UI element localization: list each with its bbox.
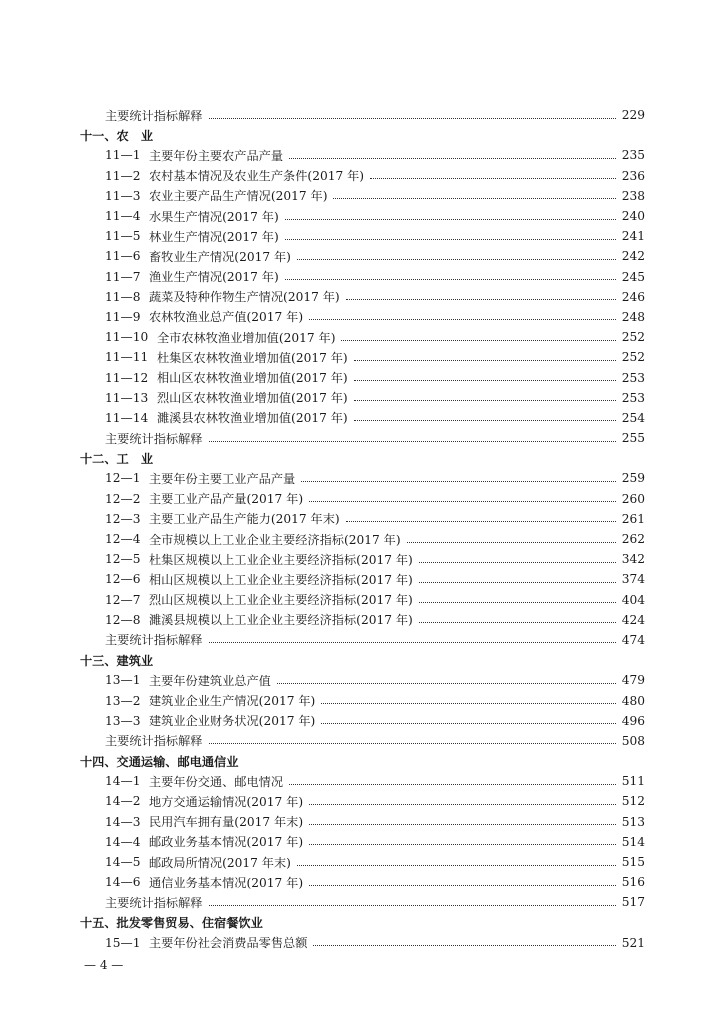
- entry-title: 渔业生产情况(2017 年): [149, 270, 279, 285]
- dot-leader: [285, 239, 616, 240]
- entry-title: 全市规模以上工业企业主要经济指标(2017 年): [149, 532, 401, 547]
- page-ref: 259: [621, 471, 645, 486]
- page-ref: 342: [621, 552, 645, 567]
- entry-title: 林业生产情况(2017 年): [149, 229, 279, 244]
- page-ref: 496: [621, 713, 645, 728]
- entry-title: 主要统计指标解释: [105, 431, 203, 446]
- page-ref: 479: [621, 673, 645, 688]
- table-code: 12—4: [105, 532, 141, 547]
- table-code: 14—6: [105, 875, 141, 890]
- table-code: 12—3: [105, 511, 141, 526]
- table-code: 11—1: [105, 148, 141, 163]
- table-code: 11—3: [105, 188, 141, 203]
- table-code: 14—4: [105, 834, 141, 849]
- table-code: 11—9: [105, 309, 141, 324]
- toc-entry[interactable]: [80, 287, 645, 307]
- toc-section-heading: [80, 913, 645, 933]
- toc-entry[interactable]: [80, 408, 645, 428]
- toc-section-heading: [80, 751, 645, 771]
- toc-entry[interactable]: [80, 529, 645, 549]
- section-title: 十二、工 业: [80, 451, 154, 466]
- page-ref: 235: [621, 148, 645, 163]
- entry-title: 主要年份交通、邮电情况: [149, 774, 284, 789]
- table-code: 15—1: [105, 935, 141, 950]
- dot-leader: [419, 602, 616, 603]
- entry-title: 地方交通运输情况(2017 年): [149, 794, 304, 809]
- dot-leader: [419, 622, 616, 623]
- dot-leader: [341, 340, 615, 341]
- toc-entry[interactable]: [80, 327, 645, 347]
- dot-leader: [301, 481, 615, 482]
- page-ref: 521: [621, 935, 645, 950]
- page-ref: 255: [621, 431, 645, 446]
- page-ref: 511: [621, 774, 645, 789]
- table-code: 12—8: [105, 612, 141, 627]
- entry-title: 主要年份主要工业产品产量: [149, 471, 296, 486]
- entry-title: 农业主要产品生产情况(2017 年): [149, 189, 328, 204]
- entry-title: 畜牧业生产情况(2017 年): [149, 249, 291, 264]
- page-ref: 514: [621, 834, 645, 849]
- page-ref: 242: [621, 249, 645, 264]
- page-ref: 474: [621, 632, 645, 647]
- page-ref: 424: [621, 612, 645, 627]
- toc-entry[interactable]: [80, 468, 645, 488]
- entry-title: 主要统计指标解释: [105, 734, 203, 749]
- toc-section-heading: [80, 448, 645, 468]
- entry-title: 民用汽车拥有量(2017 年末): [149, 815, 304, 830]
- dot-leader: [346, 299, 616, 300]
- toc-note-entry[interactable]: [80, 892, 645, 912]
- dot-leader: [346, 521, 616, 522]
- table-code: 12—5: [105, 552, 141, 567]
- dot-leader: [309, 824, 616, 825]
- table-code: 11—8: [105, 289, 141, 304]
- dot-leader: [321, 703, 615, 704]
- page-ref: 241: [621, 229, 645, 244]
- table-of-contents: [80, 105, 645, 953]
- entry-title: 濉溪县规模以上工业企业主要经济指标(2017 年): [149, 613, 413, 628]
- section-title: 十一、农 业: [80, 128, 154, 143]
- toc-entry[interactable]: [80, 569, 645, 589]
- dot-leader: [354, 380, 616, 381]
- table-code: 11—11: [105, 350, 149, 365]
- entry-title: 邮政业务基本情况(2017 年): [149, 835, 304, 850]
- toc-entry[interactable]: [80, 771, 645, 791]
- toc-entry[interactable]: [80, 610, 645, 630]
- toc-entry[interactable]: [80, 852, 645, 872]
- table-code: 11—13: [105, 390, 149, 405]
- dot-leader: [209, 118, 616, 119]
- page-ref: 261: [621, 511, 645, 526]
- toc-entry[interactable]: [80, 226, 645, 246]
- page-ref: 238: [621, 188, 645, 203]
- dot-leader: [370, 178, 616, 179]
- page-ref: 260: [621, 491, 645, 506]
- toc-entry[interactable]: [80, 791, 645, 811]
- table-code: 11—14: [105, 410, 149, 425]
- dot-leader: [309, 319, 616, 320]
- table-code: 11—7: [105, 269, 141, 284]
- dot-leader: [209, 743, 616, 744]
- table-code: 11—5: [105, 229, 141, 244]
- toc-entry[interactable]: [80, 166, 645, 186]
- table-code: 11—12: [105, 370, 149, 385]
- dot-leader: [285, 279, 616, 280]
- entry-title: 建筑业企业财务状况(2017 年): [149, 714, 316, 729]
- toc-entry[interactable]: [80, 246, 645, 266]
- dot-leader: [354, 420, 616, 421]
- page-ref: 512: [621, 794, 645, 809]
- table-code: 12—6: [105, 572, 141, 587]
- entry-title: 杜集区规模以上工业企业主要经济指标(2017 年): [149, 552, 413, 567]
- entry-title: 烈山区规模以上工业企业主要经济指标(2017 年): [149, 593, 413, 608]
- table-code: 12—7: [105, 592, 141, 607]
- dot-leader: [419, 562, 616, 563]
- toc-note-entry[interactable]: [80, 428, 645, 448]
- page-ref: 246: [621, 289, 645, 304]
- toc-section-heading: [80, 125, 645, 145]
- page-number: — 4 —: [84, 958, 124, 972]
- toc-entry[interactable]: [80, 590, 645, 610]
- table-code: 14—2: [105, 794, 141, 809]
- table-code: 11—4: [105, 209, 141, 224]
- toc-entry[interactable]: [80, 832, 645, 852]
- entry-title: 主要工业产品生产能力(2017 年末): [149, 512, 340, 527]
- entry-title: 主要年份建筑业总产值: [149, 673, 271, 688]
- section-title: 十四、交通运输、邮电通信业: [80, 754, 239, 769]
- dot-leader: [209, 642, 616, 643]
- toc-entry[interactable]: [80, 267, 645, 287]
- page-ref: 516: [621, 875, 645, 890]
- table-code: 11—2: [105, 168, 141, 183]
- table-code: 11—10: [105, 330, 149, 345]
- page-ref: 253: [621, 390, 645, 405]
- dot-leader: [419, 582, 616, 583]
- dot-leader: [209, 905, 616, 906]
- section-title: 十三、建筑业: [80, 653, 154, 668]
- toc-entry[interactable]: [80, 509, 645, 529]
- table-code: 13—2: [105, 693, 141, 708]
- section-title: 十五、批发零售贸易、住宿餐饮业: [80, 916, 263, 931]
- entry-title: 杜集区农林牧渔业增加值(2017 年): [157, 350, 348, 365]
- page-ref: 262: [621, 532, 645, 547]
- dot-leader: [309, 844, 616, 845]
- toc-note-entry[interactable]: [80, 105, 645, 125]
- table-code: 13—3: [105, 713, 141, 728]
- entry-title: 烈山区农林牧渔业增加值(2017 年): [157, 391, 348, 406]
- toc-entry[interactable]: [80, 367, 645, 387]
- page-ref: 517: [621, 895, 645, 910]
- entry-title: 主要统计指标解释: [105, 633, 203, 648]
- dot-leader: [309, 885, 616, 886]
- toc-entry[interactable]: [80, 206, 645, 226]
- toc-entry[interactable]: [80, 388, 645, 408]
- dot-leader: [289, 784, 616, 785]
- table-code: 12—1: [105, 471, 141, 486]
- dot-leader: [209, 441, 616, 442]
- page-ref: 240: [621, 209, 645, 224]
- page-ref: 245: [621, 269, 645, 284]
- page-ref: 236: [621, 168, 645, 183]
- page-ref: 480: [621, 693, 645, 708]
- toc-entry[interactable]: [80, 489, 645, 509]
- dot-leader: [277, 683, 616, 684]
- page-ref: 508: [621, 733, 645, 748]
- toc-entry[interactable]: [80, 670, 645, 690]
- page-ref: 515: [621, 855, 645, 870]
- page-ref: 252: [621, 330, 645, 345]
- entry-title: 濉溪县农林牧渔业增加值(2017 年): [157, 411, 348, 426]
- page-ref: 248: [621, 309, 645, 324]
- dot-leader: [407, 542, 616, 543]
- toc-entry[interactable]: [80, 307, 645, 327]
- toc-entry[interactable]: [80, 872, 645, 892]
- entry-title: 农林牧渔业总产值(2017 年): [149, 310, 304, 325]
- page-ref: 374: [621, 572, 645, 587]
- entry-title: 水果生产情况(2017 年): [149, 209, 279, 224]
- dot-leader: [354, 360, 616, 361]
- dot-leader: [313, 945, 615, 946]
- toc-entry[interactable]: [80, 690, 645, 710]
- page-ref: 513: [621, 814, 645, 829]
- table-code: 14—5: [105, 855, 141, 870]
- dot-leader: [333, 198, 615, 199]
- entry-title: 主要统计指标解释: [105, 108, 203, 123]
- page-ref: 253: [621, 370, 645, 385]
- dot-leader: [289, 158, 616, 159]
- table-code: 13—1: [105, 673, 141, 688]
- dot-leader: [321, 723, 615, 724]
- toc-entry[interactable]: [80, 549, 645, 569]
- entry-title: 主要统计指标解释: [105, 895, 203, 910]
- dot-leader: [354, 400, 616, 401]
- table-code: 14—1: [105, 774, 141, 789]
- table-code: 12—2: [105, 491, 141, 506]
- entry-title: 相山区农林牧渔业增加值(2017 年): [157, 371, 348, 386]
- entry-title: 邮政局所情况(2017 年末): [149, 855, 291, 870]
- toc-entry[interactable]: [80, 186, 645, 206]
- table-code: 11—6: [105, 249, 141, 264]
- entry-title: 建筑业企业生产情况(2017 年): [149, 694, 316, 709]
- entry-title: 全市农林牧渔业增加值(2017 年): [157, 330, 336, 345]
- table-code: 14—3: [105, 814, 141, 829]
- toc-entry[interactable]: [80, 933, 645, 953]
- entry-title: 相山区规模以上工业企业主要经济指标(2017 年): [149, 572, 413, 587]
- toc-note-entry[interactable]: [80, 630, 645, 650]
- page-ref: 252: [621, 350, 645, 365]
- toc-entry[interactable]: [80, 812, 645, 832]
- entry-title: 主要年份主要农产品产量: [149, 148, 284, 163]
- toc-section-heading: [80, 650, 645, 670]
- dot-leader: [285, 219, 616, 220]
- toc-entry[interactable]: [80, 347, 645, 367]
- entry-title: 蔬菜及特种作物生产情况(2017 年): [149, 290, 340, 305]
- dot-leader: [297, 865, 616, 866]
- dot-leader: [309, 501, 616, 502]
- entry-title: 通信业务基本情况(2017 年): [149, 875, 304, 890]
- dot-leader: [309, 804, 616, 805]
- entry-title: 主要年份社会消费品零售总额: [149, 936, 308, 951]
- toc-entry[interactable]: [80, 711, 645, 731]
- page-ref: 404: [621, 592, 645, 607]
- entry-title: 主要工业产品产量(2017 年): [149, 492, 304, 507]
- toc-note-entry[interactable]: [80, 731, 645, 751]
- toc-entry[interactable]: [80, 145, 645, 165]
- dot-leader: [297, 259, 616, 260]
- entry-title: 农村基本情况及农业生产条件(2017 年): [149, 169, 365, 184]
- page-ref: 229: [621, 108, 645, 123]
- page-ref: 254: [621, 410, 645, 425]
